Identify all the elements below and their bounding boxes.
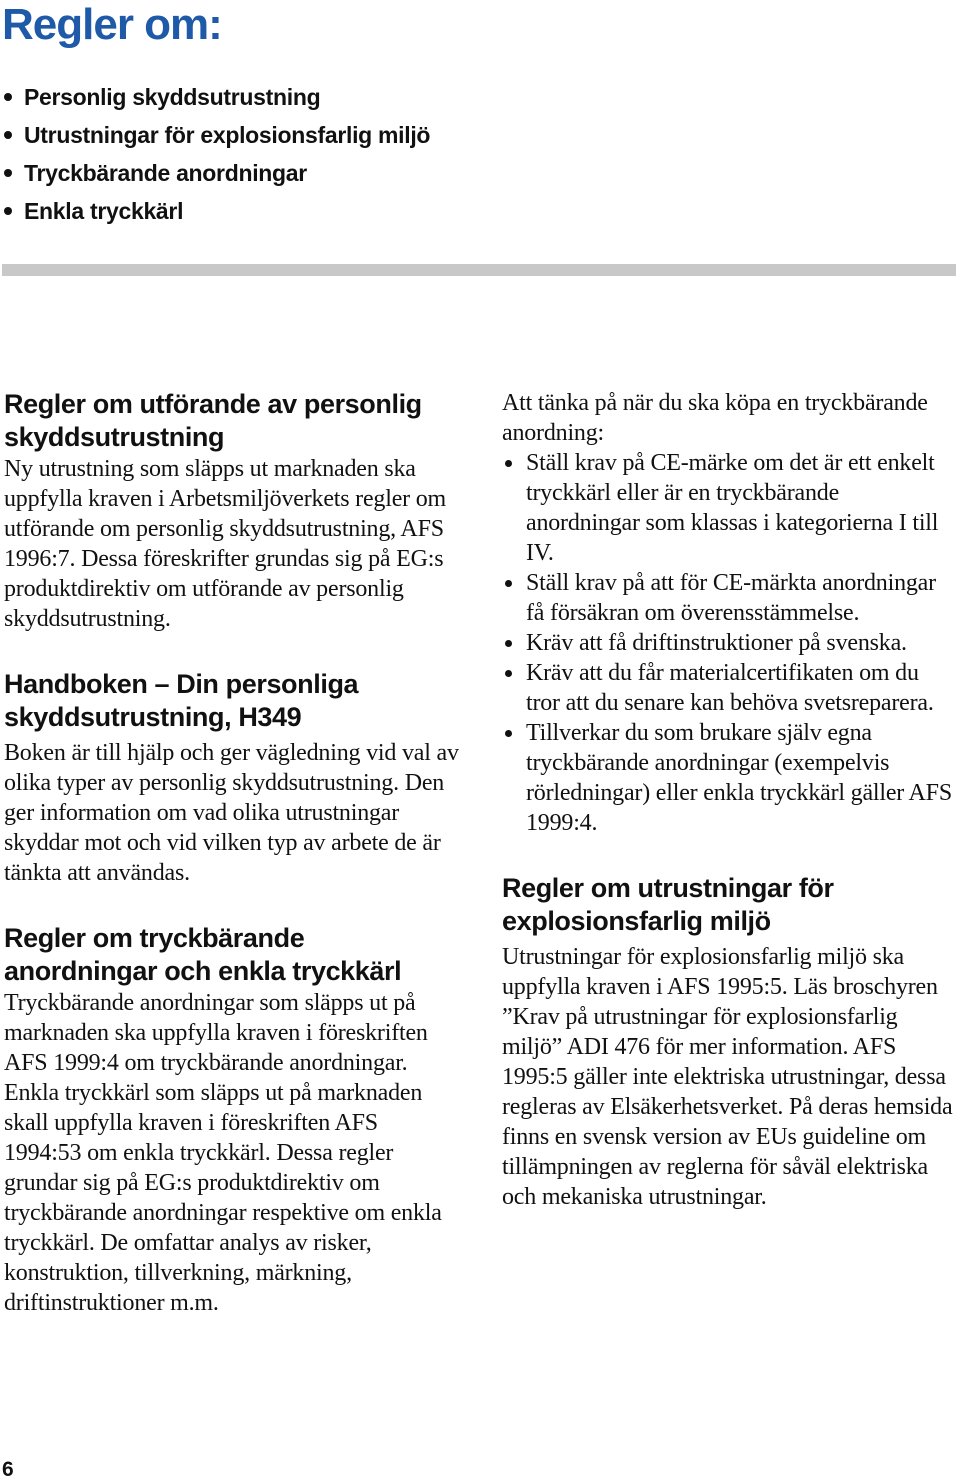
section-body: Boken är till hjälp och ger vägledning vid val av olika typer av personlig skyddsutrustning. Den ger information om vad olika utrustningar skyddar mot och vid vilken typ av arbete de är tänkta att användas. [4, 740, 459, 886]
section-explosive-environment-rules [502, 872, 958, 1212]
checklist-item: Kräv att du får materialcertifikaten om du tror att du senare kan behöva svetsreparera. [502, 658, 958, 718]
section-heading: Regler om utrustningar för explosionsfarlig miljö [502, 873, 834, 936]
section-body: Tryckbärande anordningar som släpps ut på marknaden ska uppfylla kraven i föreskriften AFS 1999:4 om tryckbärande anordningar. Enkla tryckkärl som släpps ut på marknaden skall uppfylla kraven i föreskriften AFS 1994:53 om enkla tryckkärl. Dessa regler grundar sig på EG:s produktdirektiv om tryckbärande anordningar respektive om enkla tryckkärl. De omfattar analys av risker, konstruktion, tillverkning, märkning, driftinstruktioner m.m. [4, 990, 442, 1316]
section-pressure-equipment-rules [4, 922, 460, 1318]
page-number: 6 [2, 1458, 14, 1481]
checklist-item: Ställ krav på att för CE-märkta anordningar få försäkran om överensstämmelse. [502, 568, 958, 628]
checklist-intro: Att tänka på när du ska köpa en tryckbärande anordning: [502, 390, 928, 446]
topic-list [2, 78, 430, 230]
right-column [502, 388, 958, 1212]
page-title: Regler om: [2, 0, 222, 49]
topic-item-simple-pressure-vessels: Enkla tryckkärl [2, 192, 430, 230]
topic-item-personal-protective: Personlig skyddsutrustning [2, 78, 430, 116]
section-heading: Regler om tryckbärande anordningar och enkla tryckkärl [4, 923, 402, 986]
checklist-item: Ställ krav på CE-märke om det är ett enkelt tryckkärl eller är en tryckbärande anordningar som klassas i kategorierna I till IV. [502, 448, 958, 568]
section-heading: Handboken – Din personliga skyddsutrustning, H349 [4, 669, 359, 732]
checklist-item: Tillverkar du som brukare själv egna tryckbärande anordningar (exempelvis rörledningar) eller enkla tryckkärl gäller AFS 1999:4. [502, 718, 958, 838]
section-body: Utrustningar för explosionsfarlig miljö ska uppfylla kraven i AFS 1995:5. Läs broschyren ”Krav på utrustningar för explosionsfarlig miljö” ADI 476 för mer information. AFS 1995:5 gäller inte elektriska utrustningar, dessa regleras av Elsäkerhetsverket. På deras hemsida finns en svensk version av EUs guideline om tillämpningen av reglerna för såväl elektriska och mekaniska utrustningar. [502, 944, 953, 1210]
topic-item-pressure-equipment: Tryckbärande anordningar [2, 154, 430, 192]
left-column [4, 388, 460, 1318]
section-personal-protective-rules [4, 388, 460, 634]
divider-bar [2, 264, 956, 276]
checklist-item: Kräv att få driftinstruktioner på svenska. [502, 628, 958, 658]
section-body: Ny utrustning som släpps ut marknaden ska uppfylla kraven i Arbetsmiljöverkets regler om utförande om personlig skyddsutrustning, AFS 1996:7. Dessa föreskrifter grundas sig på EG:s produktdirektiv om utförande av personlig skyddsutrustning. [4, 456, 447, 632]
topic-item-explosive-environment: Utrustningar för explosionsfarlig miljö [2, 116, 430, 154]
section-handbook [4, 668, 460, 888]
section-heading: Regler om utförande av personlig skyddsutrustning [4, 389, 422, 452]
checklist [502, 448, 958, 838]
